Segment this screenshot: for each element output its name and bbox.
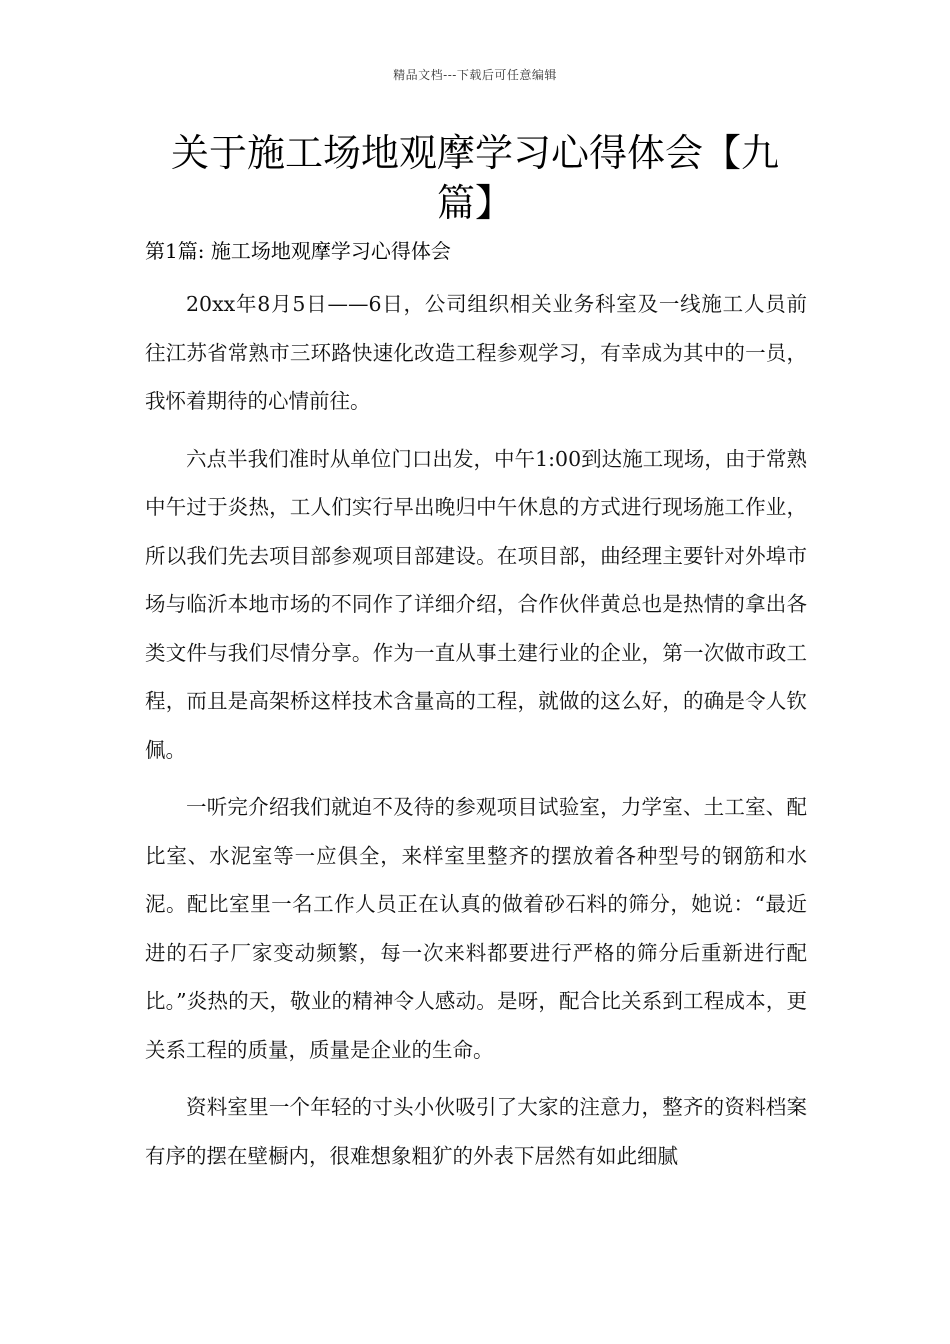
document-body bbox=[145, 280, 807, 1189]
paragraph: 六点半我们准时从单位门口出发，中午1:00到达施工现场，由于常熟中午过于炎热，工人们实行早出晚归中午休息的方式进行现场施工作业，所以我们先去项目部参观项目部建设。在项目部，曲经理主要针对外埠市场与临沂本地市场的不同作了详细介绍，合作伙伴黄总也是热情的拿出各类文件与我们尽情分享。作为一直从事土建行业的企业，第一次做市政工程，而且是高架桥这样技术含量高的工程，就做的这么好，的确是令人钦佩。 bbox=[145, 446, 807, 762]
header-watermark: 精品文档---下载后可任意编辑 bbox=[393, 68, 557, 82]
paragraph: 资料室里一个年轻的寸头小伙吸引了大家的注意力，整齐的资料档案有序的摆在壁橱内，很难想象粗犷的外表下居然有如此细腻 bbox=[145, 1095, 807, 1168]
section-heading: 第1篇: 施工场地观摩学习心得体会 bbox=[145, 239, 451, 263]
document-title: 关于施工场地观摩学习心得体会【九篇】 bbox=[170, 131, 779, 225]
paragraph: 一听完介绍我们就迫不及待的参观项目试验室，力学室、土工室、配比室、水泥室等一应俱全，来样室里整齐的摆放着各种型号的钢筋和水泥。配比室里一名工作人员正在认真的做着砂石料的筛分，她说：“最近进的石子厂家变动频繁，每一次来料都要进行严格的筛分后重新进行配比。”炎热的天，敬业的精神令人感动。是呀，配合比关系到工程成本，更关系工程的质量，质量是企业的生命。 bbox=[145, 795, 807, 1062]
paragraph: 20xx年8月5日——6日，公司组织相关业务科室及一线施工人员前往江苏省常熟市三环路快速化改造工程参观学习，有幸成为其中的一员，我怀着期待的心情前往。 bbox=[145, 292, 807, 413]
